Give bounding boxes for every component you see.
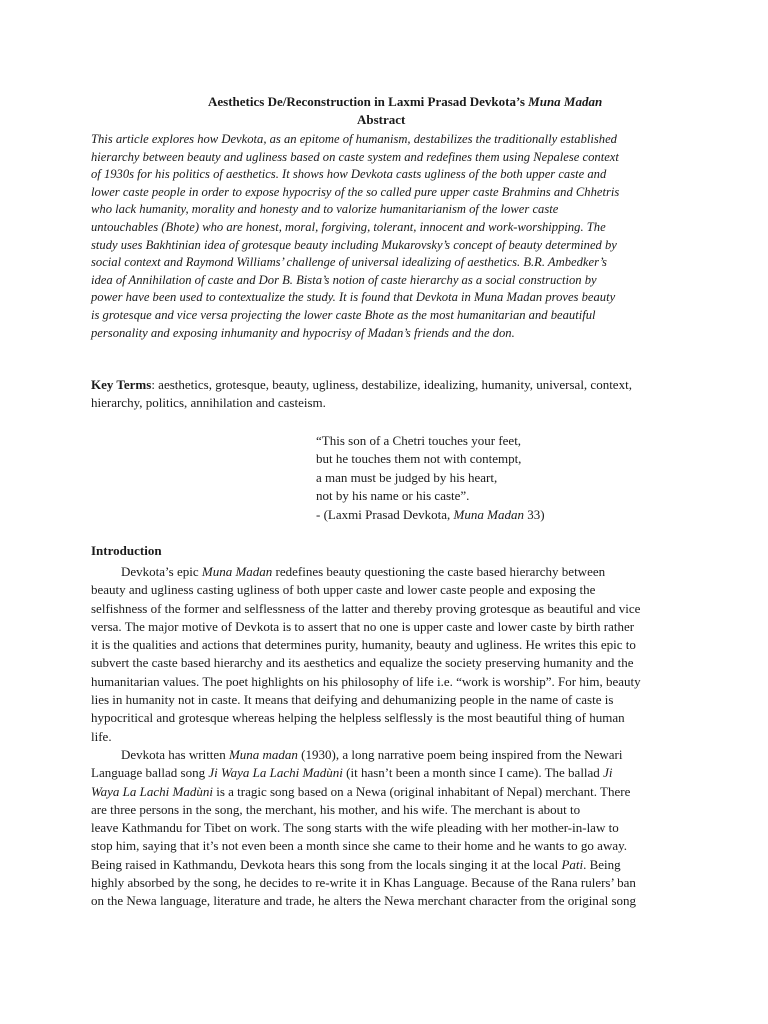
- abstract-line: of 1930s for his politics of aesthetics. It shows how Devkota casts ugliness of the both upper caste and: [91, 167, 607, 182]
- body-line: beauty and ugliness casting ugliness of both upper caste and lower caste people and exposing the: [91, 582, 596, 598]
- place-term: Pati: [561, 856, 584, 872]
- body-line: selfishness of the former and selflessness of the latter and thereby proving grotesque as beautiful and vice: [91, 600, 641, 616]
- text-run: Language ballad song: [91, 765, 209, 781]
- abstract-line: study uses Bakhtinian idea of grotesque beauty including Mukarovsky’s concept of beauty determined by: [91, 237, 617, 252]
- text-run: Being raised in Kathmandu, Devkota hears this song from the locals singing it at the local: [91, 856, 562, 872]
- key-terms: [91, 376, 632, 411]
- text-run: (it hasn’t been a month since I came). The ballad: [342, 765, 604, 781]
- abstract-line: This article explores how Devkota, as an epitome of humanism, destabilizes the traditionally established: [91, 132, 617, 146]
- text-run: redefines beauty questioning the caste based hierarchy between: [272, 564, 606, 579]
- work-title: Waya La Lachi Madùni: [91, 783, 213, 799]
- key-terms-list: : aesthetics, grotesque, beauty, ugliness, destabilize, idealizing, humanity, universal, context,: [151, 377, 632, 392]
- abstract-line: untouchables (Bhote) who are honest, moral, forgiving, tolerant, innocent and work-worshipping. The: [91, 219, 606, 234]
- title-text: Aesthetics De/Reconstruction in Laxmi Prasad Devkota’s: [208, 94, 529, 109]
- epigraph-line: a man must be judged by his heart,: [316, 469, 498, 485]
- abstract-line: idea of Annihilation of caste and Dor B. Bista’s notion of caste hierarchy as a social construction by: [91, 272, 597, 287]
- body-line: life.: [91, 728, 112, 744]
- body-line: hypocritical and grotesque whereas helping the helpless selflessly is the most beautiful thing of human: [91, 710, 625, 726]
- body-line: on the Newa language, literature and trade, he alters the Newa merchant character from the original song: [91, 893, 637, 909]
- introduction-body: [91, 563, 641, 911]
- key-terms-label: Key Terms: [91, 377, 152, 392]
- epigraph-attribution: [316, 506, 545, 524]
- body-line: leave Kathmandu for Tibet on work. The song starts with the wife pleading with her mother-in-law to: [91, 820, 619, 836]
- abstract-paragraph: [91, 131, 685, 342]
- epigraph-line: but he touches them not with contempt,: [316, 451, 522, 467]
- work-title: Ji: [603, 765, 613, 781]
- work-title: Muna madan: [228, 746, 298, 762]
- text-run: is a tragic song based on a Newa (original inhabitant of Nepal) merchant. There: [212, 783, 631, 799]
- attribution-suffix: 33): [523, 506, 545, 522]
- body-line: it is the qualities and actions that determines purity, humanity, beauty and ugliness. He writes this epic to: [91, 637, 636, 653]
- body-line: [91, 783, 641, 801]
- body-line: [91, 856, 641, 874]
- epigraph-line: not by his name or his caste”.: [316, 488, 470, 504]
- abstract-line: is grotesque and vice versa projecting the lower caste Bhote as the most humanitarian and beautiful: [91, 307, 596, 322]
- body-line: [91, 563, 641, 581]
- epigraph-line: “This son of a Chetri touches your feet,: [316, 433, 522, 448]
- introduction-heading: Introduction: [91, 543, 162, 558]
- article-title: [208, 94, 602, 110]
- text-run: . Being: [583, 856, 621, 872]
- body-line: humanitarian values. The poet highlights on his philosophy of life i.e. “work is worship”. For him, beauty: [91, 673, 641, 689]
- text-run: (1930), a long narrative poem being inspired from the Newari: [297, 746, 623, 762]
- key-terms-line: hierarchy, politics, annihilation and casteism.: [91, 394, 326, 410]
- body-line: versa. The major motive of Devkota is to assert that no one is upper caste and lower caste by birth rather: [91, 618, 635, 634]
- work-title: Ji Waya La Lachi Madùni: [208, 765, 343, 781]
- text-run: Devkota has written: [121, 746, 229, 762]
- body-line: [91, 764, 641, 782]
- body-line: are three persons in the song, the merchant, his mother, and his wife. The merchant is about to: [91, 801, 581, 817]
- abstract-line: power have been used to contextualize the study. It is found that Devkota in Muna Madan proves beauty: [91, 290, 616, 305]
- body-line: [91, 746, 641, 764]
- text-run: Devkota’s epic: [121, 564, 202, 579]
- abstract-line: who lack humanity, morality and honesty and to valorize humanitarianism of the lower caste: [91, 202, 559, 217]
- abstract-heading: Abstract: [357, 112, 406, 127]
- abstract-line: social context and Raymond Williams’ challenge of universal idealizing of aesthetics. B.R. Ambedker’s: [91, 255, 607, 270]
- body-line: highly absorbed by the song, he decides to re-write it in Khas Language. Because of the Rana rulers’ ban: [91, 875, 636, 891]
- abstract-line: hierarchy between beauty and ugliness based on caste system and redefines them using Nepalese context: [91, 149, 619, 164]
- attribution-prefix: - (Laxmi Prasad Devkota,: [316, 506, 454, 522]
- body-line: lies in humanity not in caste. It means that deifying and dehumanizing people in the name of caste is: [91, 692, 614, 708]
- epigraph: [316, 432, 545, 524]
- body-line: subvert the caste based hierarchy and its aesthetics and equalize the society preserving humanity and the: [91, 655, 634, 671]
- abstract-line: personality and exposing inhumanity and hypocrisy of Madan’s friends and the don.: [91, 325, 515, 340]
- title-italic-work: Muna Madan: [528, 94, 603, 109]
- abstract-line: lower caste people in order to expose hypocrisy of the so called pure upper caste Brahmins and Chhetris: [91, 184, 620, 199]
- attribution-title: Muna Madan: [453, 506, 524, 522]
- key-terms-line: [91, 376, 632, 394]
- work-title: Muna Madan: [201, 564, 273, 579]
- body-line: stop him, saying that it’s not even been a month since she came to their home and he wants to go away.: [91, 838, 628, 854]
